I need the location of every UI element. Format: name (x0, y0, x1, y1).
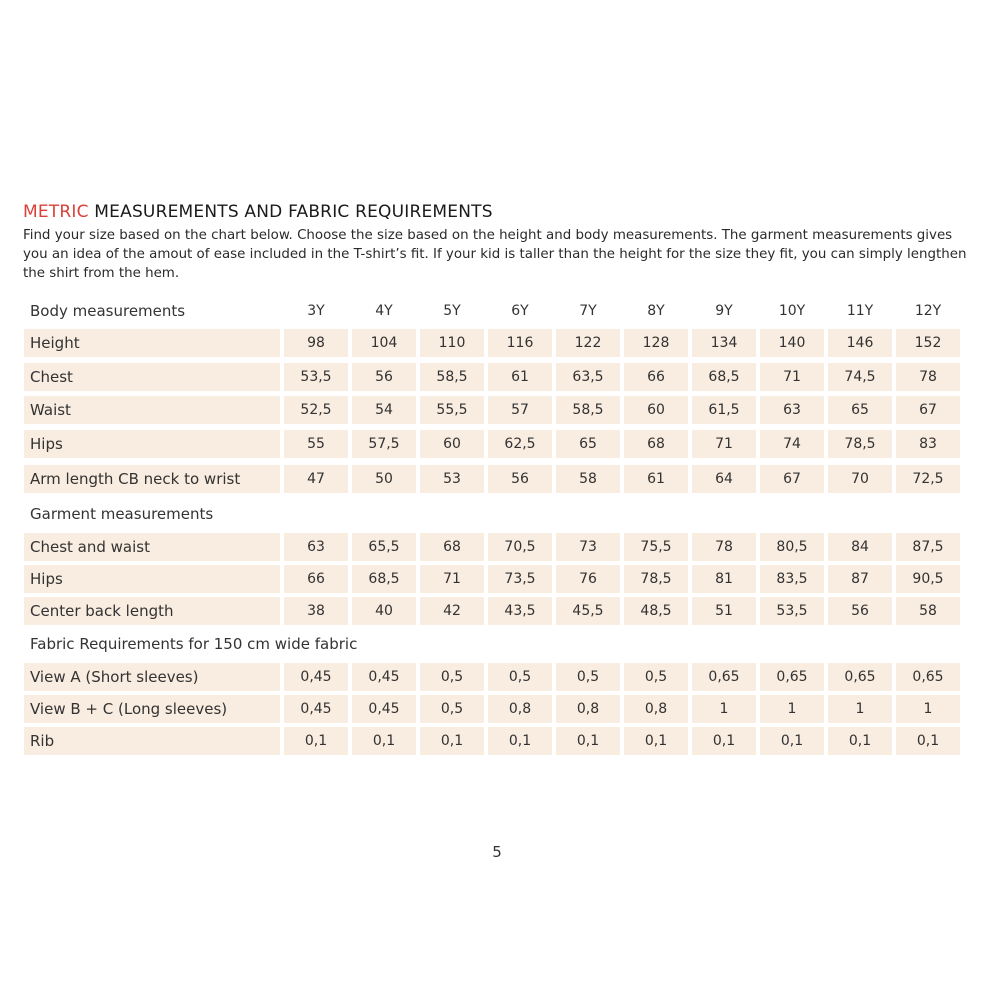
size-header: 9Y (715, 303, 733, 319)
table-cell: 51 (692, 597, 756, 625)
table-cell: 72,5 (896, 465, 960, 493)
section-title-row (24, 630, 966, 658)
table-cell: 78 (692, 533, 756, 561)
table-cell: 66 (624, 363, 688, 391)
table-cell: 68,5 (692, 363, 756, 391)
table-cell: 76 (556, 565, 620, 593)
table-row (24, 597, 966, 625)
table-cell: 52,5 (284, 396, 348, 424)
table-cell: 116 (488, 329, 552, 357)
table-row (24, 695, 966, 723)
table-cell: 73 (556, 533, 620, 561)
table-cell: 57 (488, 396, 552, 424)
table-cell: 63 (284, 533, 348, 561)
row-label: Hips (24, 430, 280, 458)
table-cell: 68 (624, 430, 688, 458)
table-cell: 71 (760, 363, 824, 391)
size-header: 12Y (914, 303, 942, 319)
table-cell: 56 (828, 597, 892, 625)
table-cell: 60 (420, 430, 484, 458)
page-heading (23, 202, 493, 222)
table-cell: 98 (284, 329, 348, 357)
table-row (24, 663, 966, 691)
table-cell: 50 (352, 465, 416, 493)
table-cell: 90,5 (896, 565, 960, 593)
table-cell: 65 (828, 396, 892, 424)
table-cell: 61 (488, 363, 552, 391)
table-cell: 0,1 (760, 727, 824, 755)
table-cell: 0,1 (556, 727, 620, 755)
table-cell: 152 (896, 329, 960, 357)
table-cell: 78,5 (828, 430, 892, 458)
table-cell: 70,5 (488, 533, 552, 561)
table-cell: 71 (420, 565, 484, 593)
table-cell: 65,5 (352, 533, 416, 561)
table-cell: 68,5 (352, 565, 416, 593)
table-cell: 58,5 (420, 363, 484, 391)
table-row (24, 565, 966, 593)
table-cell: 0,65 (828, 663, 892, 691)
table-cell: 0,5 (420, 695, 484, 723)
table-cell: 104 (352, 329, 416, 357)
garment-section-title: Garment measurements (30, 505, 214, 523)
table-row (24, 329, 966, 357)
table-cell: 58 (896, 597, 960, 625)
table-cell: 0,5 (556, 663, 620, 691)
table-row (24, 465, 966, 493)
table-cell: 74,5 (828, 363, 892, 391)
table-cell: 71 (692, 430, 756, 458)
table-cell: 0,1 (692, 727, 756, 755)
table-cell: 43,5 (488, 597, 552, 625)
table-cell: 0,5 (420, 663, 484, 691)
table-cell: 61,5 (692, 396, 756, 424)
table-header-row (24, 297, 966, 325)
table-cell: 67 (760, 465, 824, 493)
table-cell: 58,5 (556, 396, 620, 424)
table-cell: 78 (896, 363, 960, 391)
table-cell: 55 (284, 430, 348, 458)
table-cell: 48,5 (624, 597, 688, 625)
table-row (24, 533, 966, 561)
table-cell: 66 (284, 565, 348, 593)
table-cell: 81 (692, 565, 756, 593)
table-cell: 84 (828, 533, 892, 561)
table-cell: 140 (760, 329, 824, 357)
table-cell: 0,65 (692, 663, 756, 691)
table-cell: 67 (896, 396, 960, 424)
fabric-section-title: Fabric Requirements for 150 cm wide fabric (30, 635, 358, 653)
table-cell: 56 (488, 465, 552, 493)
table-cell: 53 (420, 465, 484, 493)
size-header: 5Y (443, 303, 461, 319)
table-row (24, 727, 966, 755)
table-cell: 87,5 (896, 533, 960, 561)
table-cell: 83 (896, 430, 960, 458)
size-header: 4Y (375, 303, 393, 319)
table-cell: 0,65 (760, 663, 824, 691)
table-cell: 0,8 (556, 695, 620, 723)
table-cell: 1 (760, 695, 824, 723)
table-cell: 0,1 (624, 727, 688, 755)
table-cell: 55,5 (420, 396, 484, 424)
size-header: 8Y (647, 303, 665, 319)
table-cell: 75,5 (624, 533, 688, 561)
table-cell: 0,1 (896, 727, 960, 755)
table-cell: 40 (352, 597, 416, 625)
size-header: 11Y (846, 303, 874, 319)
size-header: 3Y (307, 303, 325, 319)
table-cell: 38 (284, 597, 348, 625)
table-cell: 0,45 (284, 695, 348, 723)
row-label: Height (24, 329, 280, 357)
row-label: Chest and waist (24, 533, 280, 561)
table-cell: 1 (692, 695, 756, 723)
table-cell: 62,5 (488, 430, 552, 458)
table-cell: 65 (556, 430, 620, 458)
table-cell: 0,1 (488, 727, 552, 755)
table-cell: 56 (352, 363, 416, 391)
table-cell: 0,45 (284, 663, 348, 691)
row-label: Hips (24, 565, 280, 593)
table-cell: 1 (828, 695, 892, 723)
table-cell: 146 (828, 329, 892, 357)
table-cell: 83,5 (760, 565, 824, 593)
row-label: Arm length CB neck to wrist (24, 465, 280, 493)
table-cell: 0,45 (352, 695, 416, 723)
heading-text: MEASUREMENTS AND FABRIC REQUIREMENTS (88, 202, 493, 222)
table-cell: 110 (420, 329, 484, 357)
size-header: 7Y (579, 303, 597, 319)
table-cell: 74 (760, 430, 824, 458)
table-cell: 87 (828, 565, 892, 593)
table-cell: 0,5 (624, 663, 688, 691)
table-cell: 122 (556, 329, 620, 357)
table-cell: 61 (624, 465, 688, 493)
table-cell: 0,1 (828, 727, 892, 755)
table-cell: 128 (624, 329, 688, 357)
row-label: Waist (24, 396, 280, 424)
table-cell: 53,5 (284, 363, 348, 391)
table-cell: 0,5 (488, 663, 552, 691)
table-cell: 63,5 (556, 363, 620, 391)
table-cell: 0,8 (488, 695, 552, 723)
table-cell: 58 (556, 465, 620, 493)
row-label: Center back length (24, 597, 280, 625)
table-cell: 0,1 (420, 727, 484, 755)
table-cell: 0,65 (896, 663, 960, 691)
table-row (24, 396, 966, 424)
size-header: 10Y (778, 303, 806, 319)
table-cell: 0,45 (352, 663, 416, 691)
size-header: 6Y (511, 303, 529, 319)
row-label: Chest (24, 363, 280, 391)
table-cell: 57,5 (352, 430, 416, 458)
table-cell: 63 (760, 396, 824, 424)
table-cell: 47 (284, 465, 348, 493)
table-cell: 0,8 (624, 695, 688, 723)
table-cell: 1 (896, 695, 960, 723)
table-cell: 134 (692, 329, 756, 357)
table-cell: 80,5 (760, 533, 824, 561)
table-cell: 70 (828, 465, 892, 493)
table-cell: 54 (352, 396, 416, 424)
heading-accent: METRIC (23, 202, 89, 222)
intro-paragraph: Find your size based on the chart below. Choose the size based on the height and body measurements. The garment measurements gives you an idea of the amout of ease included in the T-shirt’s fit. If your kid is taller than the height for the size they fit, you can simply lengthen the shirt from the hem. (23, 228, 967, 281)
table-cell: 0,1 (352, 727, 416, 755)
table-cell: 64 (692, 465, 756, 493)
table-cell: 0,1 (284, 727, 348, 755)
table-row (24, 430, 966, 458)
page-number: 5 (492, 843, 502, 861)
section-title-row (24, 500, 966, 528)
table-cell: 53,5 (760, 597, 824, 625)
row-label: Rib (24, 727, 280, 755)
table-cell: 73,5 (488, 565, 552, 593)
table-row (24, 363, 966, 391)
header-label: Body measurements (30, 302, 186, 320)
table-cell: 60 (624, 396, 688, 424)
table-cell: 42 (420, 597, 484, 625)
row-label: View A (Short sleeves) (24, 663, 280, 691)
table-cell: 45,5 (556, 597, 620, 625)
table-cell: 68 (420, 533, 484, 561)
table-cell: 78,5 (624, 565, 688, 593)
row-label: View B + C (Long sleeves) (24, 695, 280, 723)
